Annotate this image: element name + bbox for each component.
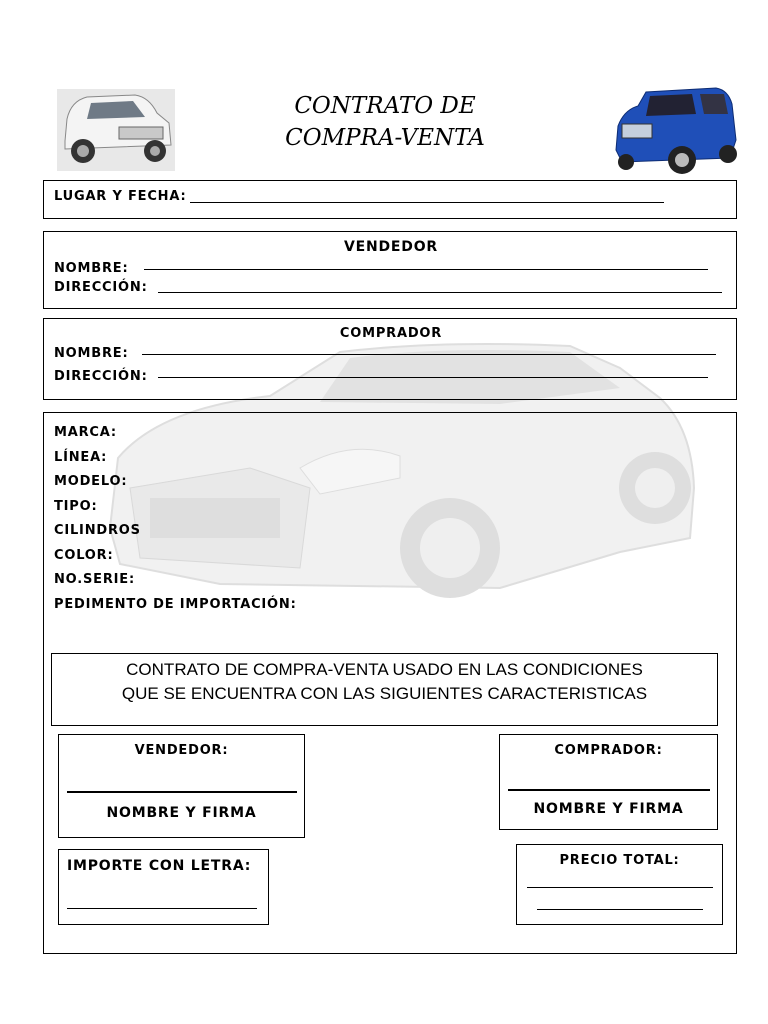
buyer-heading: COMPRADOR [339,326,443,341]
buyer-signature-line[interactable] [508,789,710,791]
vehicle-fields-list [54,421,297,617]
field-brand: MARCA: [54,425,117,440]
seller-signature-label: VENDEDOR: [134,743,229,758]
title-line-1: CONTRATO DE [294,93,476,119]
statement-line-2: QUE SE ENCUENTRA CON LAS SIGUIENTES CARACTERISTICAS [121,684,648,703]
field-model: MODELO: [54,474,128,489]
field-line: LÍNEA: [54,449,108,465]
seller-signature-caption: NOMBRE Y FIRMA [106,805,257,821]
total-price-label: PRECIO TOTAL: [559,853,680,868]
field-import-permit: PEDIMENTO DE IMPORTACIÓN: [54,596,297,612]
seller-box [43,231,737,309]
field-type: TIPO: [54,498,98,514]
buyer-address-field[interactable] [158,377,708,378]
place-date-box [43,180,737,219]
buyer-box [43,318,737,400]
field-serial: NO.SERIE: [54,572,135,587]
amount-words-field[interactable] [67,908,257,909]
statement-line-1: CONTRATO DE COMPRA-VENTA USADO EN LAS CONDICIONES [126,660,643,679]
statement-box [51,653,718,726]
seller-heading: VENDEDOR [343,239,438,255]
seller-address-field[interactable] [158,292,722,293]
seller-name-label: NOMBRE: [54,261,129,276]
buyer-address-label: DIRECCIÓN: [54,369,148,384]
document-title [240,90,530,154]
total-price-box [516,844,723,925]
vehicle-box [43,412,737,954]
field-color: COLOR: [54,547,114,563]
seller-address-label: DIRECCIÓN: [54,280,148,295]
seller-name-field[interactable] [144,269,708,270]
place-date-field[interactable] [190,202,664,203]
total-price-field-2[interactable] [537,909,703,910]
buyer-signature-box [499,734,718,830]
title-line-2: COMPRA-VENTA [285,125,485,151]
white-suv-image [57,89,175,171]
seller-signature-box [58,734,305,838]
buyer-name-field[interactable] [142,354,716,355]
buyer-name-label: NOMBRE: [54,346,129,361]
total-price-field-1[interactable] [527,887,713,888]
amount-words-box [58,849,269,925]
buyer-signature-label: COMPRADOR: [554,743,663,758]
buyer-signature-caption: NOMBRE Y FIRMA [533,801,684,817]
field-cylinders: CILINDROS [54,523,141,538]
amount-words-label: IMPORTE CON LETRA: [67,858,252,874]
blue-suv-image [612,86,738,180]
seller-signature-line[interactable] [67,791,297,793]
place-date-label: LUGAR Y FECHA: [54,189,187,204]
